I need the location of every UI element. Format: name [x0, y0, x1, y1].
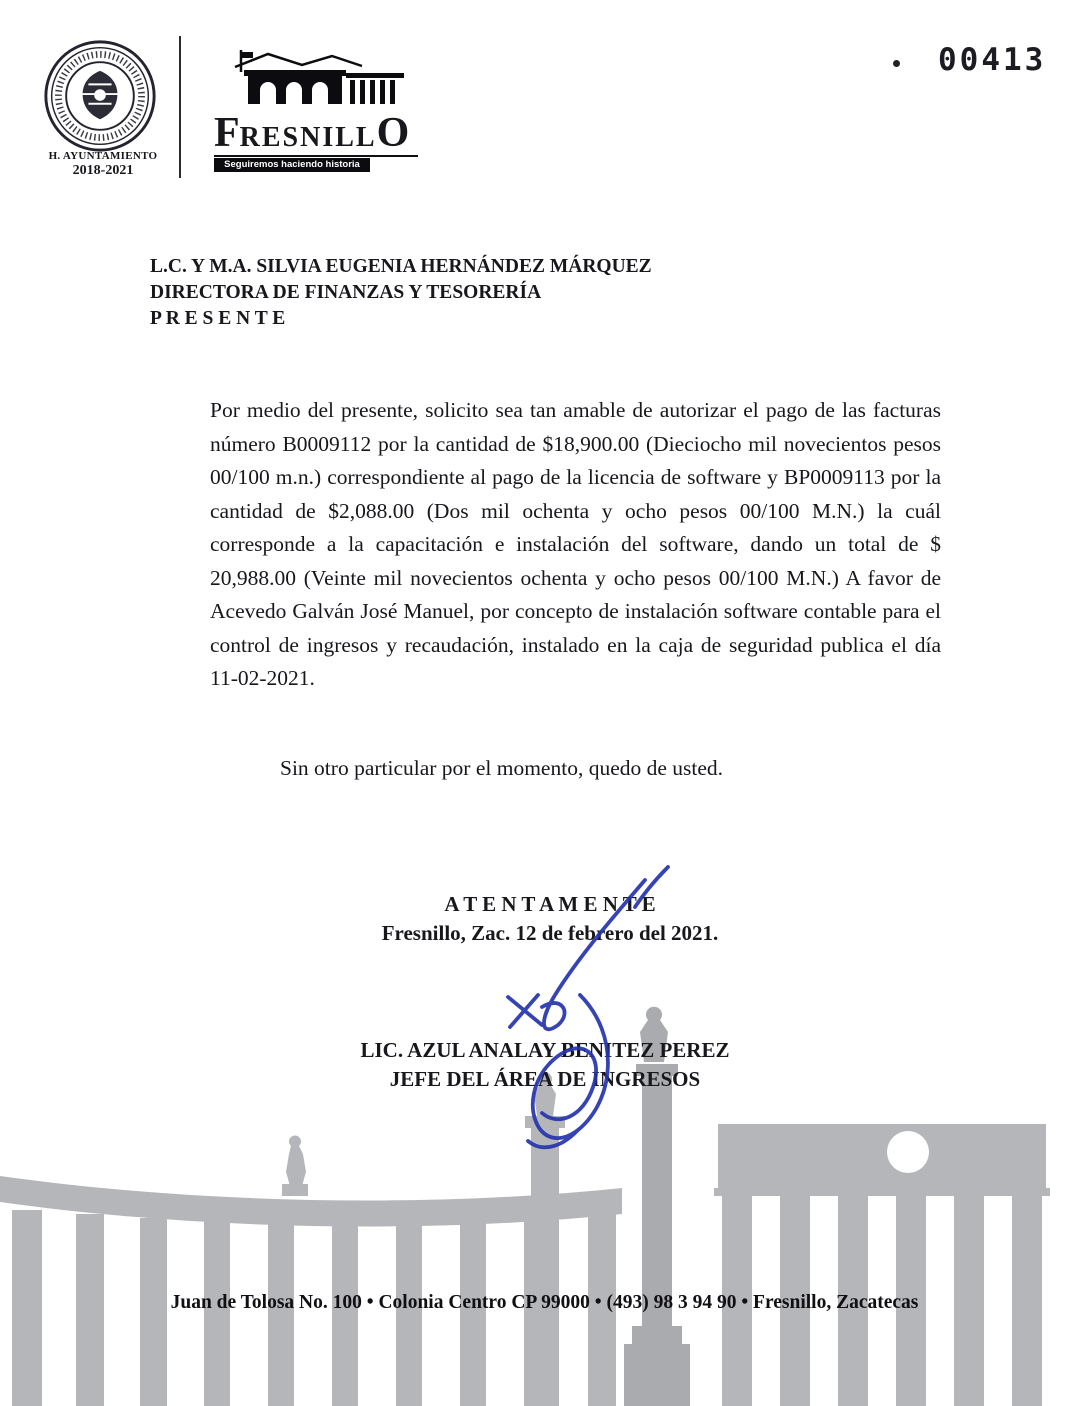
recipient-present: P R E S E N T E [150, 308, 286, 329]
salutation: A T E N T A M E N T E [444, 892, 656, 916]
stamp-dot [893, 60, 900, 67]
logo-tagline: Seguiremos haciendo historia [214, 158, 370, 172]
fresnillo-logo [214, 50, 444, 172]
logo-wordmark [214, 112, 444, 154]
seal-caption-line1: H. AYUNTAMIENTO [48, 150, 158, 162]
signature-ink [430, 855, 710, 1165]
folio-stamp: 00413 [938, 42, 1047, 78]
footer-address: Juan de Tolosa No. 100 • Colonia Centro CP 99000 • (493) 98 3 94 90 • Fresnillo, Zacatecas [170, 1292, 919, 1313]
recipient-title: DIRECTORA DE FINANZAS Y TESORERÍA [150, 282, 542, 303]
signer-name: LIC. AZUL ANALAY BENITEZ PEREZ [360, 1038, 730, 1062]
signer-title: JEFE DEL ÁREA DE INGRESOS [389, 1067, 701, 1091]
seal-caption [28, 150, 178, 179]
logo-word-first: F [214, 110, 240, 156]
logo-word-last: O [376, 110, 410, 156]
recipient-name: L.C. Y M.A. SILVIA EUGENIA HERNÁNDEZ MÁRQUEZ [150, 256, 652, 277]
seal-caption-line2: 2018-2021 [72, 162, 134, 178]
closing-paragraph: Sin otro particular por el momento, quedo de usted. [280, 756, 724, 780]
header-divider [179, 36, 181, 178]
recipient-block [150, 254, 652, 332]
body-paragraph: Por medio del presente, solicito sea tan amable de autorizar el pago de las facturas número B0009112 por la cantidad de $18,900.00 (Dieciocho mil novecientos pesos 00/100 m.n.) correspondiente al pago de la licencia de software y BP0009113 por la cantidad de $2,088.00 (Dos mil ochenta y ocho pesos 00/100 M.N.) la cuál corresponde a la capacitación e instalación del software, dando un total de $ 20,988.00 (Veinte mil novecientos ochenta y ocho pesos 00/100 M.N.) A favor de Acevedo Galván José Manuel, por concepto de instalación software contable para el control de ingresos y recaudación, instalado en la caja de seguridad publica el día 11-02-2021. [210, 398, 941, 690]
municipal-seal-icon [42, 38, 158, 154]
logo-word-middle: RESNILL [239, 122, 377, 153]
logo-arches-icon [230, 50, 420, 110]
date-line: Fresnillo, Zac. 12 de febrero del 2021. [381, 921, 719, 945]
